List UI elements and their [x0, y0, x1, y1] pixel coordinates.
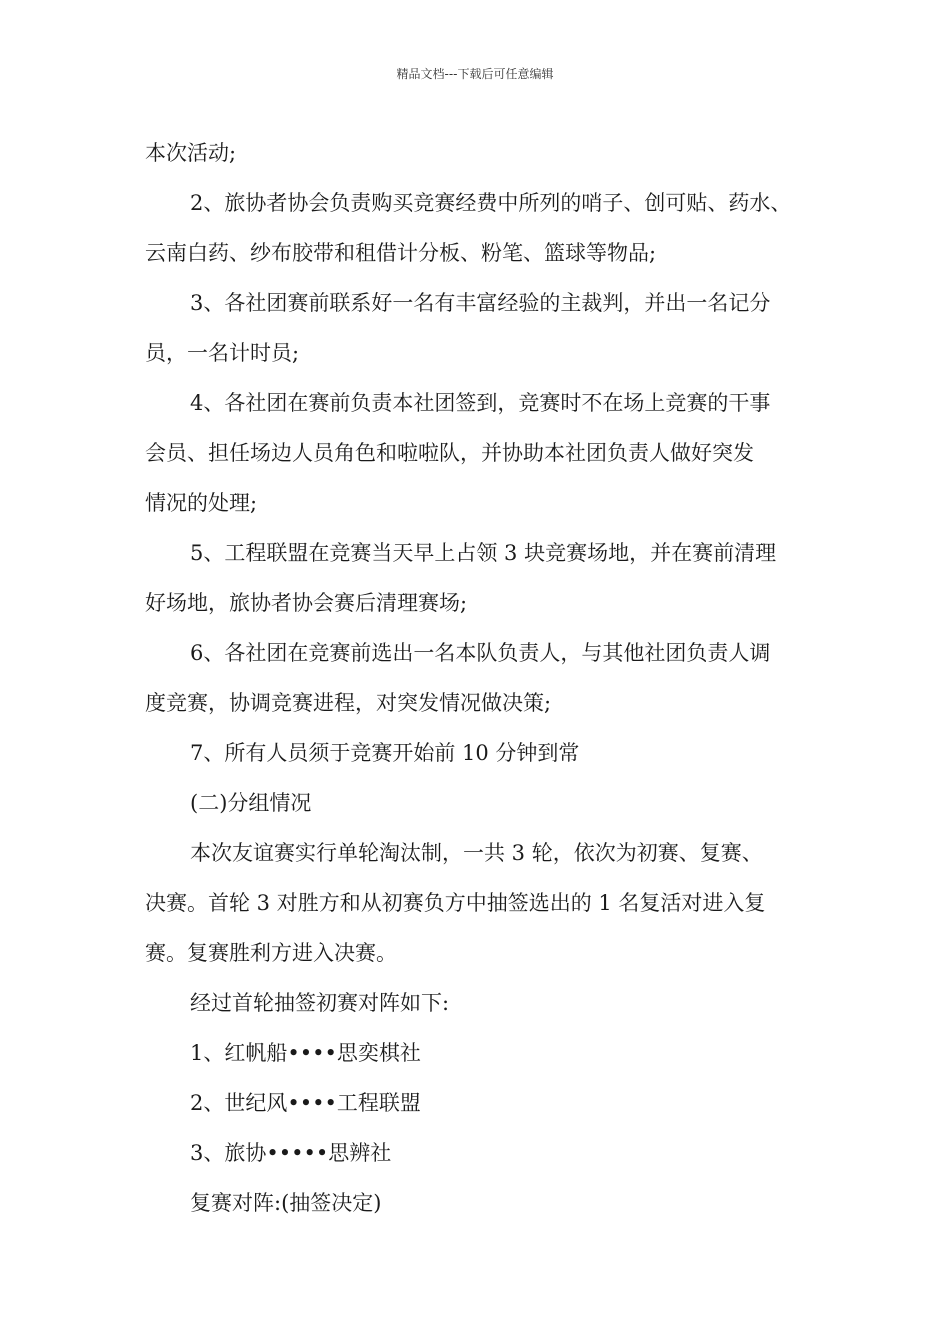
text-line: 云南白药、纱布胶带和租借计分板、粉笔、篮球等物品;: [145, 241, 657, 265]
text-line: 4、各社团在赛前负责本社团签到，竞赛时不在场上竞赛的干事: [190, 391, 771, 415]
text-line: 会员、担任场边人员角色和啦啦队，并协助本社团负责人做好突发: [145, 441, 754, 465]
page-header: 精品文档---下载后可任意编辑: [396, 67, 554, 81]
document-body: [145, 128, 815, 1228]
text-line: 本次友谊赛实行单轮淘汰制，一共 3 轮，依次为初赛、复赛、: [190, 841, 763, 865]
text-line: 情况的处理;: [145, 491, 258, 515]
text-line: 好场地，旅协者协会赛后清理赛场;: [145, 591, 468, 615]
text-line: 3、各社团赛前联系好一名有丰富经验的主裁判，并出一名记分: [190, 291, 771, 315]
text-line: 度竞赛，协调竞赛进程，对突发情况做决策;: [145, 691, 552, 715]
matchup-line: 2、世纪风••••工程联盟: [190, 1091, 421, 1115]
text-line: 2、旅协者协会负责购买竞赛经费中所列的哨子、创可贴、药水、: [190, 191, 792, 215]
text-line: 本次活动;: [145, 141, 237, 165]
text-line: 员，一名计时员;: [145, 341, 300, 365]
text-line: 7、所有人员须于竞赛开始前 10 分钟到常: [190, 741, 580, 765]
text-line: 经过首轮抽签初赛对阵如下:: [190, 991, 450, 1015]
text-line: 决赛。首轮 3 对胜方和从初赛负方中抽签选出的 1 名复活对进入复: [145, 891, 766, 915]
text-line: 赛。复赛胜利方进入决赛。: [145, 941, 397, 965]
matchup-line: 3、旅协•••••思辨社: [190, 1141, 392, 1165]
matchup-line: 1、红帆船••••思奕棋社: [190, 1041, 421, 1065]
text-line: 复赛对阵:(抽签决定): [190, 1191, 382, 1215]
section-heading: (二)分组情况: [190, 791, 312, 815]
text-line: 6、各社团在竞赛前选出一名本队负责人，与其他社团负责人调: [190, 641, 771, 665]
text-line: 5、工程联盟在竞赛当天早上占领 3 块竞赛场地，并在赛前清理: [190, 541, 777, 565]
